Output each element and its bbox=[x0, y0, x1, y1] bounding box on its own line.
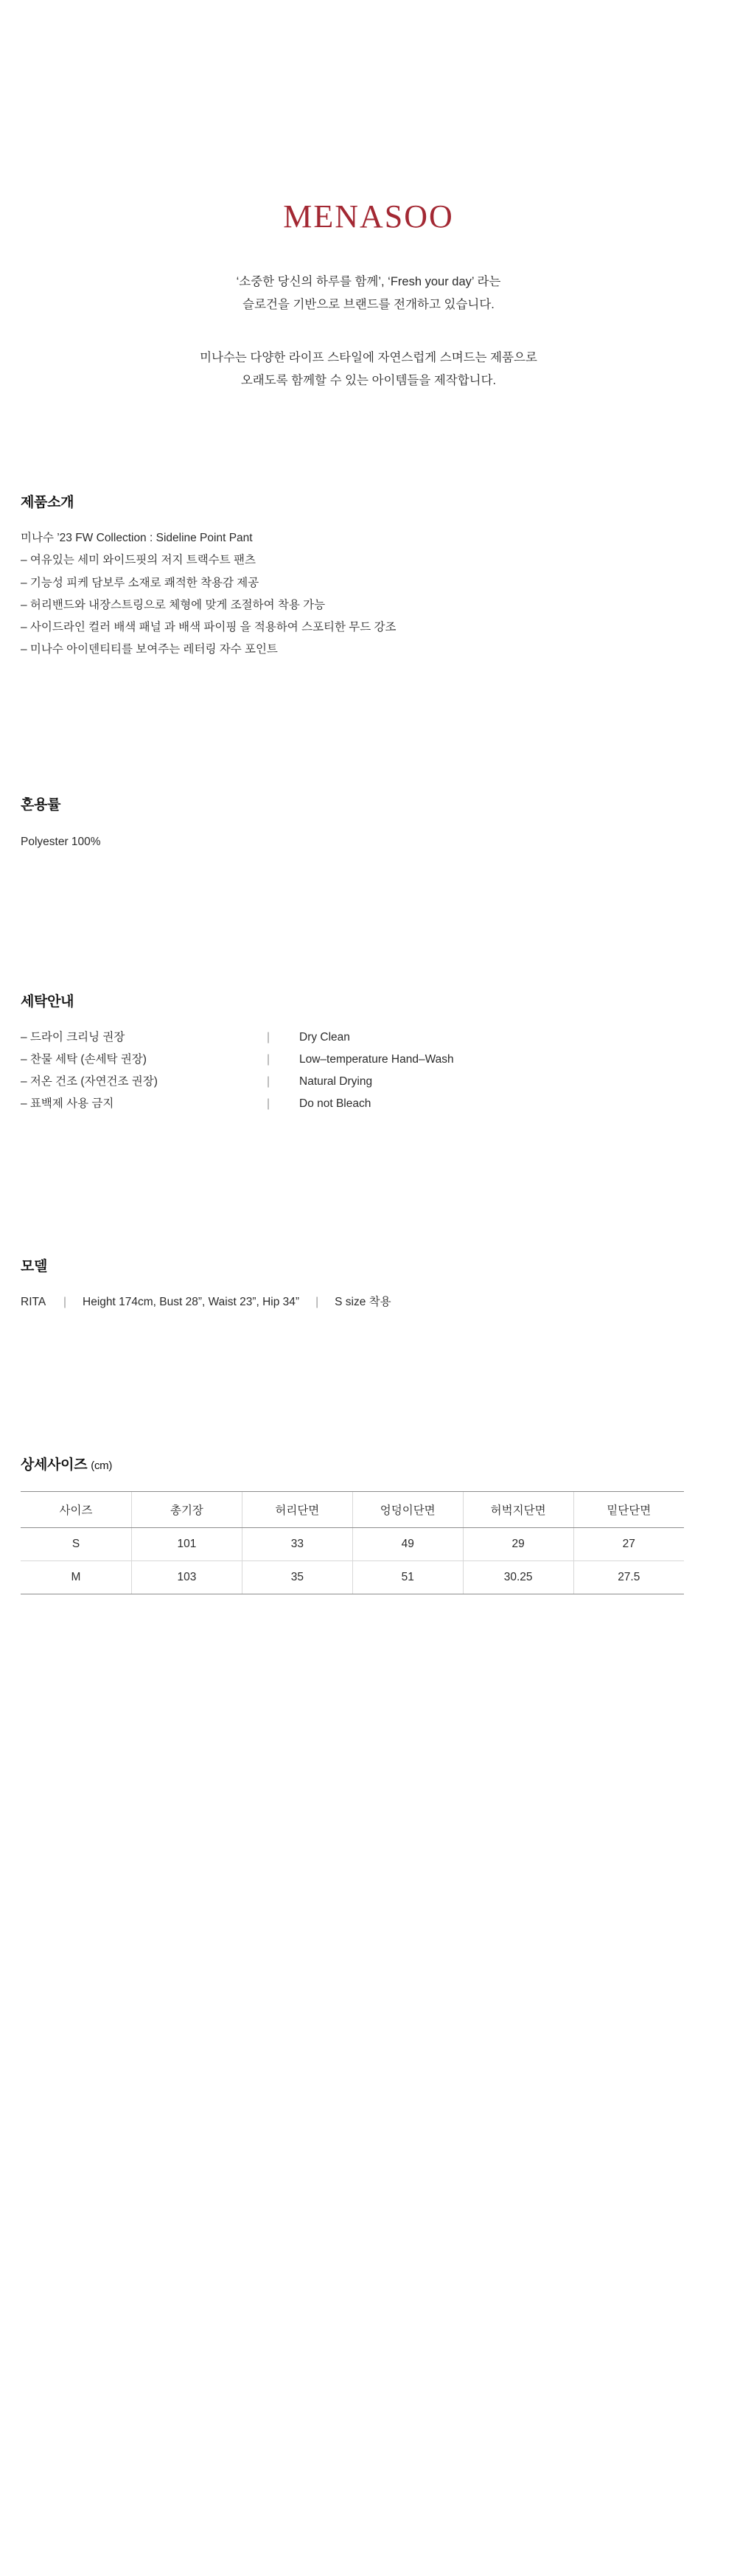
table-header-row bbox=[21, 1491, 684, 1527]
table-cell: 101 bbox=[132, 1527, 242, 1560]
column-header: 밑단단면 bbox=[573, 1491, 684, 1527]
care-label-en: Low–temperature Hand–Wash bbox=[299, 1052, 454, 1066]
model-details bbox=[21, 1291, 716, 1313]
table-cell: 27 bbox=[573, 1527, 684, 1560]
section-product-info bbox=[21, 392, 716, 661]
column-header: 엉덩이단면 bbox=[352, 1491, 463, 1527]
list-item: – 허리밴드와 내장스트링으로 체형에 맞게 조절하여 착용 가능 bbox=[21, 598, 326, 611]
section-fabric-composition bbox=[21, 661, 716, 853]
intro-line: 미나수는 다양한 라이프 스타일에 자연스럽게 스며드는 제품으로 bbox=[200, 351, 537, 365]
intro-block-2 bbox=[0, 347, 737, 392]
table-row bbox=[21, 1560, 684, 1594]
care-label-ko: – 찬물 세탁 (손세탁 권장) bbox=[21, 1052, 147, 1066]
section-title: 혼용률 bbox=[21, 797, 61, 813]
table-row bbox=[21, 1027, 594, 1049]
care-label-en: Natural Drying bbox=[299, 1075, 373, 1089]
care-divider: | bbox=[267, 1097, 270, 1111]
care-label-en: Do not Bleach bbox=[299, 1097, 371, 1111]
model-divider-2: | bbox=[315, 1296, 319, 1309]
table-cell: 51 bbox=[352, 1560, 463, 1594]
section-title: 세탁안내 bbox=[21, 993, 74, 1010]
care-divider: | bbox=[267, 1075, 270, 1089]
intro-line: 슬로건을 기반으로 브랜드를 전개하고 있습니다. bbox=[242, 297, 495, 311]
column-header: 허리단면 bbox=[242, 1491, 352, 1527]
table-cell: 49 bbox=[352, 1527, 463, 1560]
list-item: – 미나수 아이덴티티를 보여주는 레터링 자수 포인트 bbox=[21, 643, 278, 656]
column-header: 총기장 bbox=[132, 1491, 242, 1527]
product-info-lines bbox=[21, 527, 716, 661]
table-cell: 27.5 bbox=[573, 1560, 684, 1594]
section-title: 모델 bbox=[21, 1259, 48, 1275]
table-row bbox=[21, 1071, 594, 1093]
model-divider: | bbox=[63, 1296, 67, 1309]
section-title: 제품소개 bbox=[21, 495, 74, 511]
brand-logo: MENASOO bbox=[283, 198, 454, 235]
section-model-info bbox=[21, 1115, 716, 1313]
table-row bbox=[21, 1527, 684, 1560]
section-care-instructions bbox=[21, 854, 716, 1116]
size-unit: (cm) bbox=[91, 1459, 113, 1472]
table-row bbox=[21, 1049, 594, 1071]
column-header: 사이즈 bbox=[21, 1491, 132, 1527]
section-title bbox=[21, 1454, 716, 1473]
section-size-chart bbox=[21, 1313, 716, 1594]
table-cell: S bbox=[21, 1527, 132, 1560]
care-label-ko: – 표백제 사용 금지 bbox=[21, 1097, 114, 1111]
column-header: 허벅지단면 bbox=[463, 1491, 573, 1527]
care-table bbox=[21, 1027, 594, 1116]
table-cell: 29 bbox=[463, 1527, 573, 1560]
model-size-worn: S size 착용 bbox=[335, 1296, 391, 1309]
table-cell: 33 bbox=[242, 1527, 352, 1560]
intro-line: ‘소중한 당신의 하루를 함께’, ‘Fresh your day’ 라는 bbox=[236, 275, 501, 288]
care-divider: | bbox=[267, 1030, 270, 1044]
care-label-en: Dry Clean bbox=[299, 1030, 350, 1044]
list-item: – 여유있는 세미 와이드핏의 저지 트랙수트 팬츠 bbox=[21, 554, 256, 567]
brand-intro bbox=[0, 271, 737, 392]
table-cell: M bbox=[21, 1560, 132, 1594]
list-item: – 사이드라인 컬러 배색 패널 과 배색 파이핑 을 적용하여 스포티한 무드 강조 bbox=[21, 620, 397, 633]
brand-header bbox=[0, 0, 737, 392]
size-title-text: 상세사이즈 bbox=[21, 1457, 88, 1473]
model-measurements: Height 174cm, Bust 28”, Waist 23”, Hip 34” bbox=[83, 1296, 300, 1309]
page-bottom-spacer bbox=[0, 1594, 737, 1705]
table-cell: 30.25 bbox=[463, 1560, 573, 1594]
model-name: RITA bbox=[21, 1296, 46, 1309]
fabric-lines bbox=[21, 831, 716, 853]
care-label-ko: – 저온 건조 (자연건조 권장) bbox=[21, 1075, 158, 1089]
table-row bbox=[21, 1093, 594, 1115]
care-divider: | bbox=[267, 1052, 270, 1066]
size-table bbox=[21, 1491, 684, 1594]
table-cell: 35 bbox=[242, 1560, 352, 1594]
care-label-ko: – 드라이 크리닝 권장 bbox=[21, 1030, 125, 1044]
intro-block-1 bbox=[0, 271, 737, 316]
table-cell: 103 bbox=[132, 1560, 242, 1594]
list-item: 미나수 ’23 FW Collection : Sideline Point Pant bbox=[21, 532, 253, 545]
list-item: Polyester 100% bbox=[21, 836, 101, 849]
intro-line: 오래도록 함께할 수 있는 아이템들을 제작합니다. bbox=[240, 373, 497, 387]
list-item: – 기능성 피케 담보루 소재로 쾌적한 착용감 제공 bbox=[21, 576, 259, 589]
